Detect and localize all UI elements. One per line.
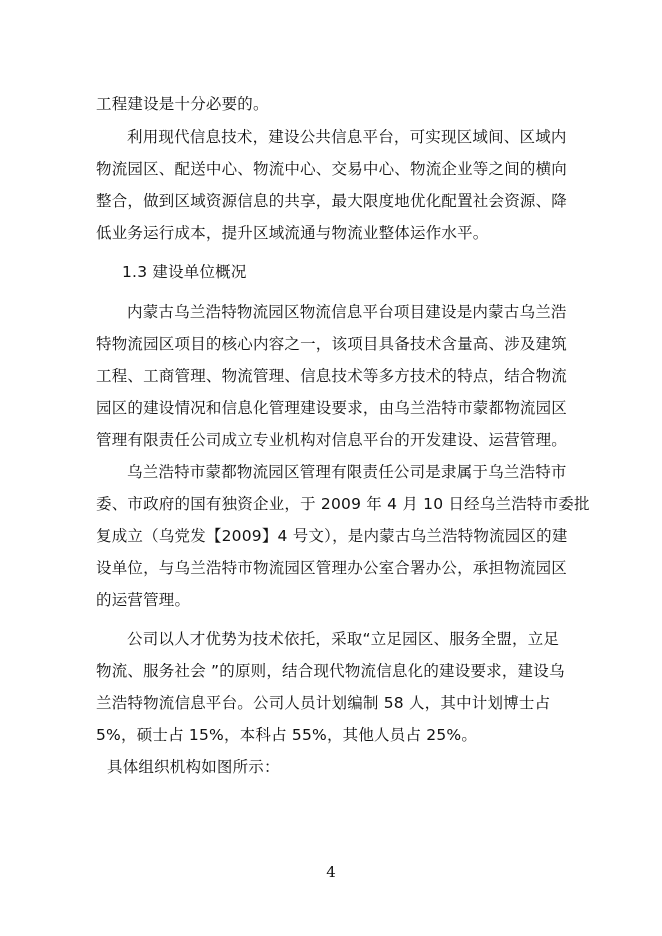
paragraph-2-line-3: 整合，做到区域资源信息的共享，最大限度地优化配置社会资源、降 [96,192,568,210]
paragraph-5-line-4: 5%，硕士占 15%，本科占 55%，其他人员占 25%。 [96,726,478,744]
text-line-1: 工程建设是十分必要的。 [96,95,269,113]
paragraph-3-line-3: 工程、工商管理、物流管理、信息技术等多方技术的特点，结合物流 [96,367,568,385]
paragraph-3-line-5: 管理有限责任公司成立专业机构对信息平台的开发建设、运营管理。 [96,431,568,449]
paragraph-4-line-3: 复成立（乌党发【2009】4 号文），是内蒙古乌兰浩特物流园区的建 [96,527,568,545]
paragraph-2-line-2: 物流园区、配送中心、物流中心、交易中心、物流企业等之间的横向 [96,160,568,178]
paragraph-3-line-2: 特物流园区项目的核心内容之一，该项目具备技术含量高、涉及建筑 [96,335,568,353]
paragraph-4-line-5: 的运营管理。 [96,591,191,609]
paragraph-2-line-4: 低业务运行成本，提升区域流通与物流业整体运作水平。 [96,224,489,242]
paragraph-3-line-1: 内蒙古乌兰浩特物流园区物流信息平台项目建设是内蒙古乌兰浩 [127,303,567,321]
paragraph-4-line-4: 设单位，与乌兰浩特市物流园区管理办公室合署办公，承担物流园区 [96,559,568,577]
organization-caption: 具体组织机构如图所示： [107,758,280,776]
paragraph-5-line-1: 公司以人才优势为技术依托，采取“立足园区、服务全盟，立足 [127,630,560,648]
paragraph-3-line-4: 园区的建设情况和信息化管理建设要求，由乌兰浩特市蒙都物流园区 [96,399,568,417]
page-number: 4 [326,863,336,881]
paragraph-4-line-1: 乌兰浩特市蒙都物流园区管理有限责任公司是隶属于乌兰浩特市 [127,463,567,481]
section-heading: 1.3 建设单位概况 [122,263,247,281]
paragraph-5-line-2: 物流、服务社会 ”的原则，结合现代物流信息化的建设要求，建设乌 [96,662,565,680]
paragraph-5-line-3: 兰浩特物流信息平台。公司人员计划编制 58 人，其中计划博士占 [96,694,551,712]
paragraph-2-line-1: 利用现代信息技术，建设公共信息平台，可实现区域间、区域内 [127,128,567,146]
paragraph-4-line-2: 委、市政府的国有独资企业，于 2009 年 4 月 10 日经乌兰浩特市委批 [96,495,590,513]
